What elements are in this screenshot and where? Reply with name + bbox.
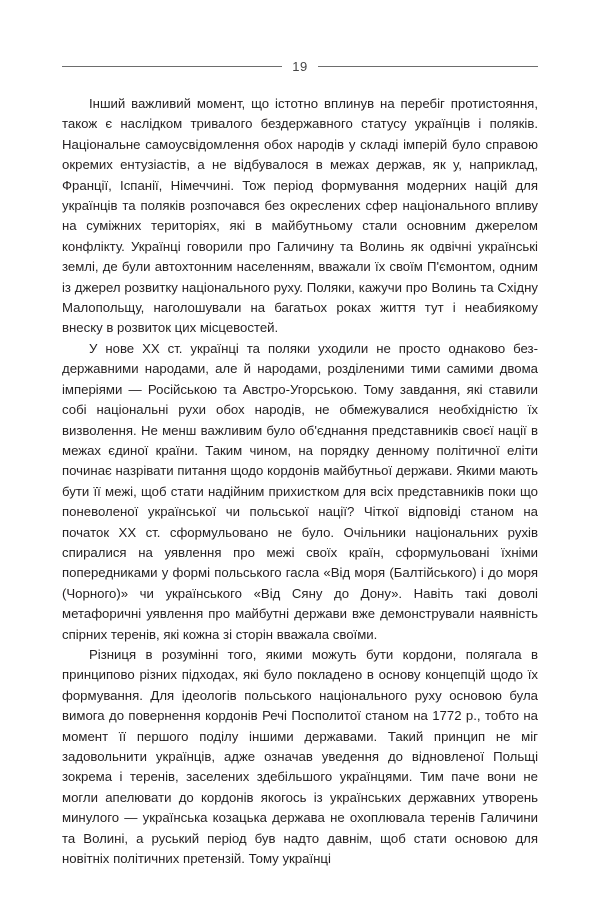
header-rule-left bbox=[62, 66, 282, 67]
body-text bbox=[62, 94, 538, 869]
paragraph: У нове ХХ ст. українці та поляки уходили не просто однаково бездержавними народами, але й народами, розділеними тими самими двома імперіями — Російською та Австро-Угорською. Тому завдання, які ставили собі національні рухи обох народів, не обмежувалися необхідністю їх визволення. Не менш важливим було об'єднання представників своєї нації в межах єдиної країни. Таким чином, на порядку денному політичної еліти починає назрівати питання щодо кордонів майбутньої держави. Якими мають бути її межі, щоб стати надійним прихистком для всіх представників поки що поневоленої української чи польської нації? Чіткої відповіді станом на початок ХХ ст. сформульовано не було. Очільники національних рухів спиралися на уявлення про межі своїх країн, сформульовані їхніми попередниками у формі польського гасла «Від моря (Балтійського) і до моря (Чорного)» чи українського «Від Сяну до Дону». Навіть такі доволі метафоричні уявлення про майбутні держави вже демонстрували наявність спірних теренів, які кожна зі сторін вважала своїми. bbox=[62, 340, 538, 642]
page-number: 19 bbox=[292, 58, 308, 74]
paragraph: Різниця в розумінні того, якими можуть бути кордони, полягала в принципово різних підходах, які було покладено в основу концепцій щодо їх формування. Для ідеологів польського національного руху основою була вимога до повернення кордонів Речі Посполитої станом на 1772 р., тобто на момент її першого поділу іншими державами. Такий принцип не міг задовольнити українців, адже означав уведення до відновленої Польщі зокрема і теренів, заселених здебільшого українцями. Тим паче вони не могли апелювати до кордонів якогось із українських державних утворень минулого — українська козацька держава не охоплювала теренів Галичини та Волині, а руський період був надто давнім, щоб стати основою для новітніх політичних претензій. Тому українці bbox=[62, 646, 538, 867]
paragraph: Інший важливий момент, що істотно вплинув на перебіг протистояння, також є наслідком тривалого бездержавного статусу українців і поляків. Національне самоусвідомлення обох народів у складі імперій було справою окремих ентузіастів, а не відбувалося в межах держав, як у, наприклад, Франції, Іспанії, Німеччині. Тож період формування модерних націй для українців та поляків розпочався без окреслених сфер національного впливу на суміжних територіях, які в майбутньому стали основним джерелом конфлікту. Українці говорили про Галичину та Волинь як одвічні українські землі, де були автохтонним населенням, вважали їх своїм П'ємонтом, одним із джерел розвитку національного руху. Поляки, кажучи про Волинь та Східну Малопольщу, наголошували на багатьох роках життя тут і неабиякому внеску в розвиток цих місцевостей. bbox=[62, 96, 538, 336]
header-rule-right bbox=[318, 66, 538, 67]
page-header bbox=[62, 56, 538, 76]
